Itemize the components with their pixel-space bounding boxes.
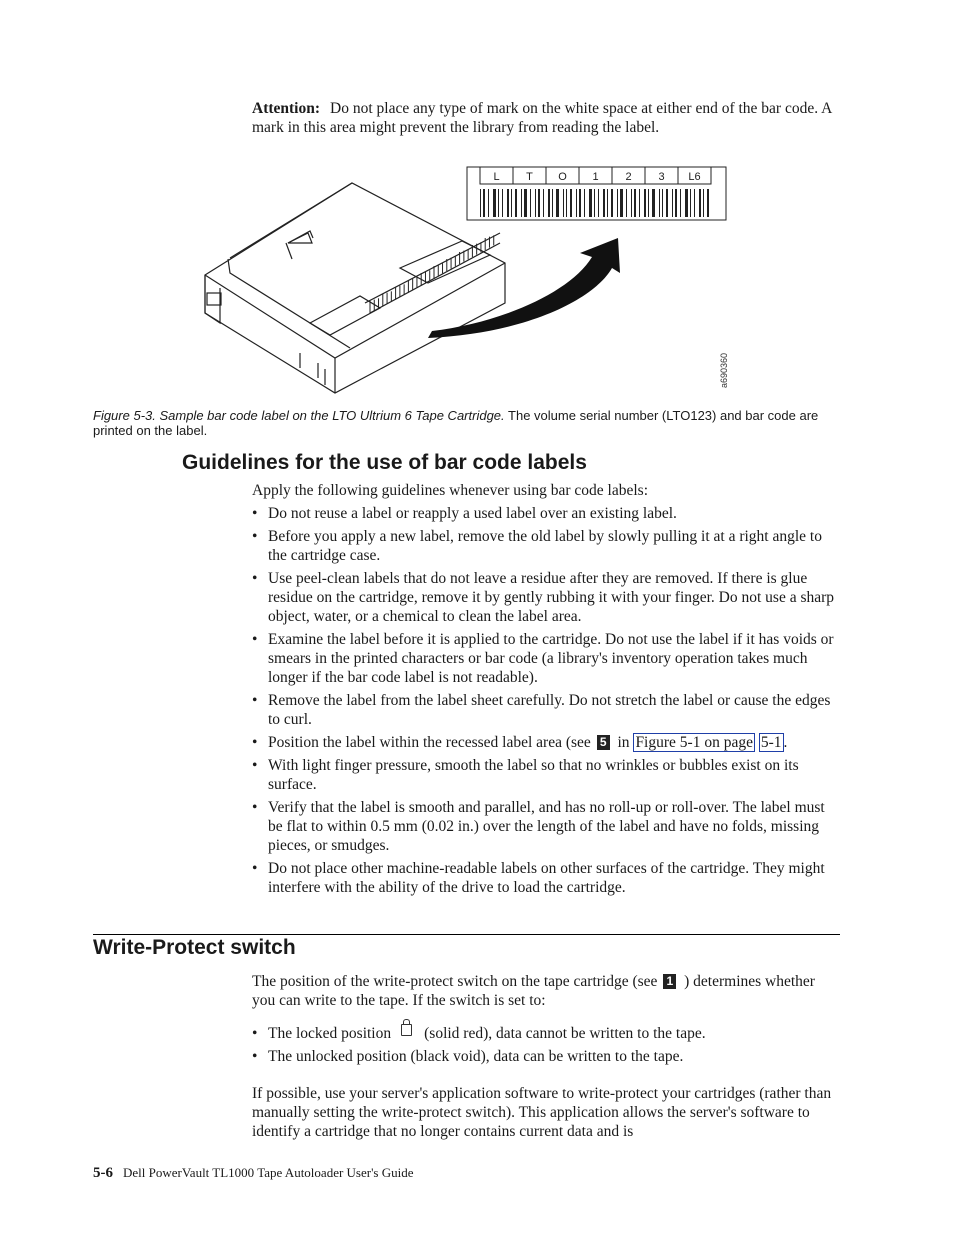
attention-text: Do not place any type of mark on the white space at either end of the bar code. A mark in this area might prevent the library from reading the label.	[252, 100, 832, 136]
wp-intro-after: ) determines whether you can write to the tape. If the switch is set to:	[252, 973, 815, 1009]
list-item: • Before you apply a new label, remove the old label by slowly pulling it at a right angle to the cartridge case.	[252, 527, 837, 565]
label-char: 2	[625, 171, 632, 183]
barcode-bar	[576, 189, 577, 217]
barcode-bar	[707, 189, 709, 217]
barcode-bar	[666, 189, 668, 217]
barcode-bar	[611, 189, 613, 217]
list-item-locked	[252, 1024, 837, 1043]
write-protect-closing: If possible, use your server's application software to write-protect your cartridges (rather than manually setting the write-protect switch). This application allows the server's software to identify a cartridge that no longer contains current data and is	[252, 1085, 832, 1140]
label-char: L	[493, 171, 500, 183]
barcode-bar	[579, 189, 581, 217]
barcode-bar	[543, 189, 544, 217]
barcode-bar	[598, 189, 599, 217]
label-char: 3	[658, 171, 665, 183]
list-item-unlocked: • The unlocked position (black void), data can be written to the tape.	[252, 1047, 837, 1066]
guidelines-heading: Guidelines for the use of bar code labels	[182, 451, 587, 474]
page-footer	[93, 1163, 414, 1183]
barcode-bar	[483, 189, 485, 217]
barcode-bar	[511, 189, 512, 217]
guidelines-intro: Apply the following guidelines whenever using bar code labels:	[252, 482, 649, 499]
list-item: • Verify that the label is smooth and parallel, and has no roll-up or roll-over. The label must be flat to within 0.5 mm (0.02 in.) over the length of the label and have no folds, missing pieces, or smudges.	[252, 798, 837, 855]
write-protect-list	[252, 1024, 837, 1070]
barcode-bar	[662, 189, 663, 217]
page-5-1-link[interactable]	[759, 733, 784, 752]
label-char: O	[558, 171, 567, 183]
barcode-bar	[589, 189, 592, 217]
barcode-bar	[607, 189, 608, 217]
section-divider	[93, 934, 840, 935]
list-item: • Remove the label from the label sheet carefully. Do not stretch the label or cause the edges to curl.	[252, 691, 837, 729]
list-item-position-label	[252, 733, 837, 752]
caption-title: Figure 5-3. Sample bar code label on the LTO Ultrium 6 Tape Cartridge.	[93, 408, 505, 423]
callout-1-badge: 1	[663, 974, 676, 989]
barcode-bar	[659, 189, 660, 217]
barcode-bar	[548, 189, 550, 217]
figure-caption	[93, 408, 838, 438]
write-protect-heading: Write-Protect switch	[93, 936, 296, 959]
barcode-bar	[530, 189, 531, 217]
caption-text: The volume serial number (LTO123) and bar code are printed on the label.	[93, 408, 819, 438]
padlock-icon	[401, 1024, 412, 1036]
barcode-bar	[498, 189, 499, 217]
barcode-label	[467, 167, 726, 220]
barcode-bar	[502, 189, 503, 217]
document-title: Dell PowerVault TL1000 Tape Autoloader User's Guide	[123, 1165, 414, 1180]
barcode-bar	[699, 189, 701, 217]
label-char: 1	[592, 171, 599, 183]
position-text: Position the label within the recessed label area (see	[268, 734, 591, 751]
barcode-bar	[690, 189, 691, 217]
barcode-bar	[648, 189, 649, 217]
label-char: L6	[688, 171, 701, 183]
barcode-bar	[480, 189, 481, 217]
list-item: • With light finger pressure, smooth the label so that no wrinkles or bubbles exist on its surface.	[252, 756, 837, 794]
barcode-bar	[563, 189, 564, 217]
list-item: • Do not place other machine-readable labels on other surfaces of the cartridge. They might interfere with the ability of the drive to load the cartridge.	[252, 859, 837, 897]
barcode-bar	[493, 189, 496, 217]
barcode-bar	[675, 189, 677, 217]
barcode-bar	[570, 189, 572, 217]
barcode-bar	[703, 189, 704, 217]
barcode-bar	[556, 189, 559, 217]
barcode-bar	[639, 189, 640, 217]
barcode-bar	[521, 189, 522, 217]
list-item: • Do not reuse a label or reapply a used label over an existing label.	[252, 504, 837, 523]
barcode-bar	[631, 189, 632, 217]
cartridge-figure	[200, 163, 740, 398]
cartridge-illustration	[200, 163, 740, 398]
barcode-bar	[626, 189, 627, 217]
wp-intro-before: The position of the write-protect switch on the tape cartridge (see	[252, 973, 658, 990]
tape-cartridge	[205, 183, 505, 393]
figure-id: a690360	[719, 352, 729, 388]
callout-5-badge: 5	[597, 735, 610, 750]
barcode-bar	[603, 189, 605, 217]
position-in-text: in	[617, 734, 630, 751]
barcode-bar	[552, 189, 553, 217]
barcode-bar	[524, 189, 527, 217]
barcode-bar	[538, 189, 540, 217]
attention-note	[252, 99, 837, 137]
label-char: T	[526, 171, 533, 183]
barcode-bar	[594, 189, 595, 217]
barcode-bar	[652, 189, 655, 217]
barcode-bar	[535, 189, 536, 217]
xref-text-a: Figure 5-1 on page	[635, 734, 753, 751]
barcode-bar	[694, 189, 695, 217]
locked-before: The locked position	[268, 1025, 392, 1042]
barcode-bar	[515, 189, 517, 217]
barcode-bar	[566, 189, 567, 217]
barcode-bar	[634, 189, 636, 217]
figure-5-1-link[interactable]	[633, 733, 755, 752]
position-end: .	[783, 734, 788, 751]
list-item: • Examine the label before it is applied to the cartridge. Do not use the label if it has voids or smears in the printed characters or bar code (a library's inventory operation takes much longer if the bar code label is not readable).	[252, 630, 837, 687]
barcode-bar	[672, 189, 673, 217]
barcode-bar	[680, 189, 681, 217]
attention-label: Attention:	[252, 100, 321, 117]
locked-after: (solid red), data cannot be written to the tape.	[424, 1025, 706, 1042]
barcode-bar	[584, 189, 585, 217]
barcode-bar	[685, 189, 688, 217]
barcode-bar	[617, 189, 618, 217]
barcode-bar	[488, 189, 489, 217]
write-protect-intro	[252, 972, 837, 1010]
barcode-bar	[620, 189, 623, 217]
guidelines-list	[252, 504, 837, 901]
list-item: • Use peel-clean labels that do not leave a residue after they are removed. If there is glue residue on the cartridge, remove it by gently rubbing it with your finger. Do not use a sharp object, water, or a chemical to clean the label area.	[252, 569, 837, 626]
barcode-bar	[507, 189, 509, 217]
xref-text-b: 5-1	[760, 734, 782, 751]
barcode-bar	[644, 189, 646, 217]
page-number: 5-6	[93, 1165, 113, 1181]
